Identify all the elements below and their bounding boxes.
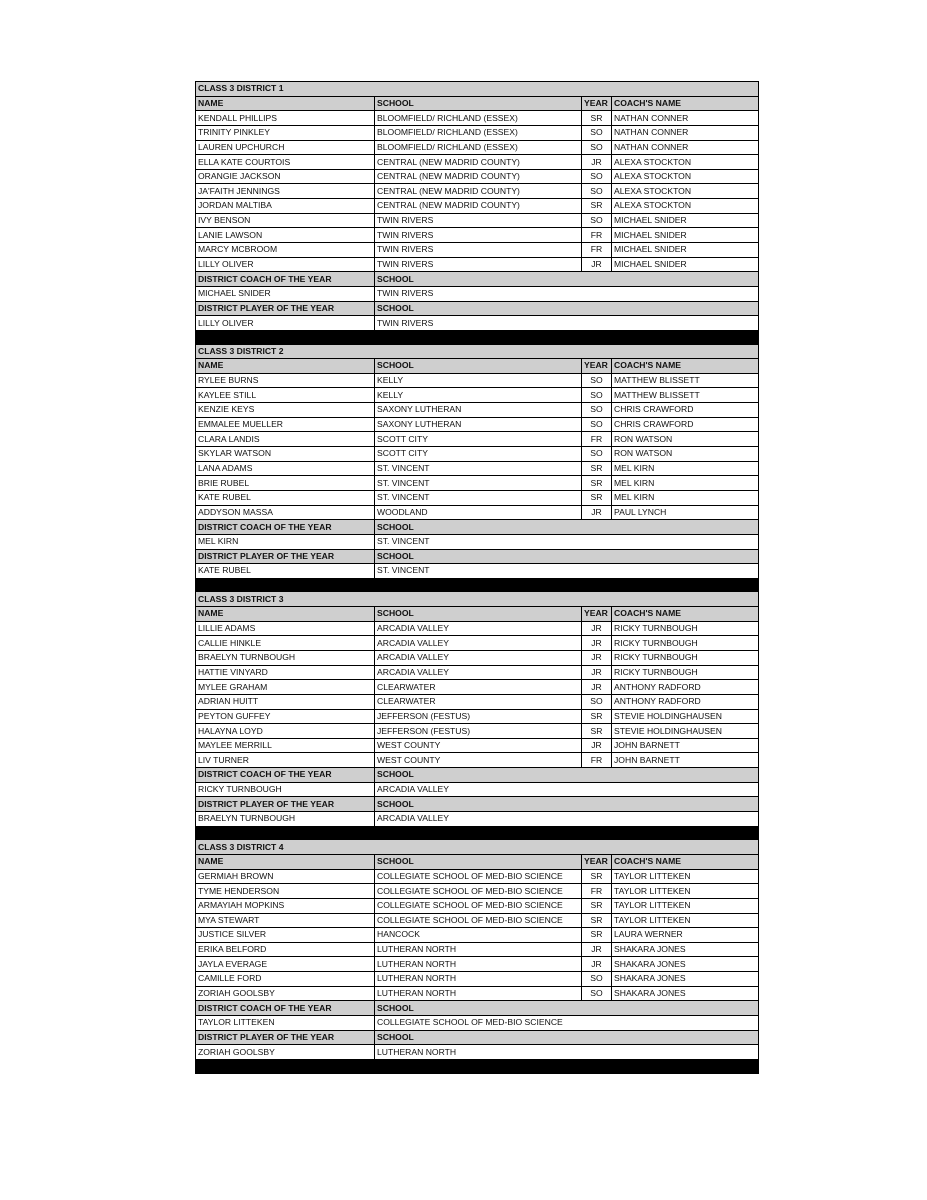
player-year: SR: [582, 199, 612, 214]
player-row: [196, 155, 759, 170]
player-award-row: [196, 812, 759, 827]
separator-bar: [196, 1059, 759, 1073]
coach-award-label: DISTRICT COACH OF THE YEAR: [196, 272, 375, 287]
player-award-name: KATE RUBEL: [196, 564, 375, 579]
player-year: SO: [582, 403, 612, 418]
player-year: FR: [582, 432, 612, 447]
player-coach: SHAKARA JONES: [612, 986, 759, 1001]
coach-award-name: TAYLOR LITTEKEN: [196, 1016, 375, 1031]
coach-award-school-label: SCHOOL: [375, 768, 759, 783]
player-year: JR: [582, 680, 612, 695]
player-name: GERMIAH BROWN: [196, 869, 375, 884]
coach-award-name: RICKY TURNBOUGH: [196, 782, 375, 797]
player-school: SAXONY LUTHERAN: [375, 417, 582, 432]
player-row: [196, 476, 759, 491]
player-coach: ALEXA STOCKTON: [612, 155, 759, 170]
coach-award-school-label: SCHOOL: [375, 272, 759, 287]
player-row: [196, 753, 759, 768]
player-coach: JOHN BARNETT: [612, 738, 759, 753]
player-row: [196, 184, 759, 199]
district-title-row: [196, 840, 759, 855]
player-coach: TAYLOR LITTEKEN: [612, 869, 759, 884]
player-coach: PAUL LYNCH: [612, 505, 759, 520]
column-header-row: [196, 96, 759, 111]
player-year: JR: [582, 636, 612, 651]
player-name: MYLEE GRAHAM: [196, 680, 375, 695]
player-name: TYME HENDERSON: [196, 884, 375, 899]
coach-award-header-row: [196, 520, 759, 535]
player-school: WOODLAND: [375, 505, 582, 520]
player-award-header-row: [196, 797, 759, 812]
district-title: CLASS 3 DISTRICT 1: [196, 82, 759, 97]
player-name: CAMILLE FORD: [196, 972, 375, 987]
player-award-header-row: [196, 549, 759, 564]
player-year: SR: [582, 111, 612, 126]
player-school: CENTRAL (NEW MADRID COUNTY): [375, 155, 582, 170]
player-school: JEFFERSON (FESTUS): [375, 709, 582, 724]
player-row: [196, 621, 759, 636]
player-year: SR: [582, 898, 612, 913]
player-award-label: DISTRICT PLAYER OF THE YEAR: [196, 301, 375, 316]
player-award-school: ARCADIA VALLEY: [375, 812, 759, 827]
player-school: SAXONY LUTHERAN: [375, 403, 582, 418]
player-name: IVY BENSON: [196, 213, 375, 228]
player-school: CENTRAL (NEW MADRID COUNTY): [375, 199, 582, 214]
player-name: KATE RUBEL: [196, 490, 375, 505]
player-name: LILLY OLIVER: [196, 257, 375, 272]
player-year: JR: [582, 257, 612, 272]
player-award-school-label: SCHOOL: [375, 1030, 759, 1045]
coach-award-header-row: [196, 272, 759, 287]
player-award-row: [196, 564, 759, 579]
player-year: SR: [582, 724, 612, 739]
coach-award-row: [196, 1016, 759, 1031]
player-row: [196, 694, 759, 709]
player-school: LUTHERAN NORTH: [375, 986, 582, 1001]
player-school: COLLEGIATE SCHOOL OF MED-BIO SCIENCE: [375, 913, 582, 928]
player-row: [196, 738, 759, 753]
coach-award-header-row: [196, 768, 759, 783]
player-award-header-row: [196, 301, 759, 316]
player-name: LILLIE ADAMS: [196, 621, 375, 636]
player-row: [196, 447, 759, 462]
player-name: RYLEE BURNS: [196, 373, 375, 388]
player-year: SO: [582, 986, 612, 1001]
player-row: [196, 884, 759, 899]
coach-award-row: [196, 534, 759, 549]
coach-award-school: COLLEGIATE SCHOOL OF MED-BIO SCIENCE: [375, 1016, 759, 1031]
player-school: CLEARWATER: [375, 694, 582, 709]
coach-column-header: COACH'S NAME: [612, 359, 759, 374]
coach-award-school: ST. VINCENT: [375, 534, 759, 549]
player-school: LUTHERAN NORTH: [375, 972, 582, 987]
player-award-school-label: SCHOOL: [375, 301, 759, 316]
player-coach: MEL KIRN: [612, 490, 759, 505]
player-year: SO: [582, 213, 612, 228]
player-coach: RICKY TURNBOUGH: [612, 621, 759, 636]
player-award-label: DISTRICT PLAYER OF THE YEAR: [196, 1030, 375, 1045]
player-coach: MICHAEL SNIDER: [612, 228, 759, 243]
player-school: WEST COUNTY: [375, 738, 582, 753]
player-row: [196, 111, 759, 126]
coach-award-label: DISTRICT COACH OF THE YEAR: [196, 520, 375, 535]
player-school: ARCADIA VALLEY: [375, 650, 582, 665]
player-school: CLEARWATER: [375, 680, 582, 695]
player-coach: RON WATSON: [612, 432, 759, 447]
name-column-header: NAME: [196, 854, 375, 869]
name-column-header: NAME: [196, 96, 375, 111]
district-title-row: [196, 344, 759, 359]
player-coach: ANTHONY RADFORD: [612, 680, 759, 695]
player-row: [196, 169, 759, 184]
player-year: SO: [582, 388, 612, 403]
player-name: LANIE LAWSON: [196, 228, 375, 243]
player-coach: TAYLOR LITTEKEN: [612, 884, 759, 899]
player-award-school: LUTHERAN NORTH: [375, 1045, 759, 1060]
player-year: SO: [582, 140, 612, 155]
player-award-header-row: [196, 1030, 759, 1045]
player-name: TRINITY PINKLEY: [196, 125, 375, 140]
player-year: FR: [582, 228, 612, 243]
player-coach: MICHAEL SNIDER: [612, 213, 759, 228]
coach-award-row: [196, 782, 759, 797]
player-coach: ALEXA STOCKTON: [612, 184, 759, 199]
player-award-school: ST. VINCENT: [375, 564, 759, 579]
player-school: KELLY: [375, 388, 582, 403]
player-row: [196, 928, 759, 943]
player-row: [196, 505, 759, 520]
player-name: EMMALEE MUELLER: [196, 417, 375, 432]
player-school: SCOTT CITY: [375, 432, 582, 447]
player-year: SR: [582, 490, 612, 505]
player-name: ARMAYIAH MOPKINS: [196, 898, 375, 913]
year-column-header: YEAR: [582, 607, 612, 622]
district-separator: [196, 330, 759, 344]
player-name: ERIKA BELFORD: [196, 942, 375, 957]
district-title-row: [196, 592, 759, 607]
player-row: [196, 213, 759, 228]
player-row: [196, 724, 759, 739]
player-year: SO: [582, 125, 612, 140]
district-separator: [196, 578, 759, 592]
player-name: JA'FAITH JENNINGS: [196, 184, 375, 199]
player-row: [196, 432, 759, 447]
coach-award-school-label: SCHOOL: [375, 520, 759, 535]
coach-award-school: ARCADIA VALLEY: [375, 782, 759, 797]
player-row: [196, 125, 759, 140]
district-title-row: [196, 82, 759, 97]
player-award-name: ZORIAH GOOLSBY: [196, 1045, 375, 1060]
player-name: CLARA LANDIS: [196, 432, 375, 447]
player-school: ST. VINCENT: [375, 476, 582, 491]
name-column-header: NAME: [196, 359, 375, 374]
player-name: BRIE RUBEL: [196, 476, 375, 491]
player-row: [196, 680, 759, 695]
player-name: ADRIAN HUITT: [196, 694, 375, 709]
district-title: CLASS 3 DISTRICT 2: [196, 344, 759, 359]
column-header-row: [196, 359, 759, 374]
player-coach: TAYLOR LITTEKEN: [612, 898, 759, 913]
player-row: [196, 490, 759, 505]
player-award-label: DISTRICT PLAYER OF THE YEAR: [196, 549, 375, 564]
player-year: FR: [582, 753, 612, 768]
player-row: [196, 417, 759, 432]
player-row: [196, 869, 759, 884]
player-coach: RON WATSON: [612, 447, 759, 462]
player-name: LANA ADAMS: [196, 461, 375, 476]
player-coach: SHAKARA JONES: [612, 942, 759, 957]
player-award-school-label: SCHOOL: [375, 797, 759, 812]
player-school: COLLEGIATE SCHOOL OF MED-BIO SCIENCE: [375, 884, 582, 899]
player-year: JR: [582, 650, 612, 665]
player-school: CENTRAL (NEW MADRID COUNTY): [375, 169, 582, 184]
player-coach: MEL KIRN: [612, 461, 759, 476]
player-row: [196, 243, 759, 258]
coach-award-label: DISTRICT COACH OF THE YEAR: [196, 1001, 375, 1016]
player-award-row: [196, 316, 759, 331]
player-row: [196, 373, 759, 388]
player-award-label: DISTRICT PLAYER OF THE YEAR: [196, 797, 375, 812]
player-name: KENZIE KEYS: [196, 403, 375, 418]
player-year: SR: [582, 476, 612, 491]
player-school: TWIN RIVERS: [375, 243, 582, 258]
player-coach: STEVIE HOLDINGHAUSEN: [612, 709, 759, 724]
player-year: JR: [582, 665, 612, 680]
player-year: SO: [582, 972, 612, 987]
year-column-header: YEAR: [582, 854, 612, 869]
player-row: [196, 140, 759, 155]
player-coach: MATTHEW BLISSETT: [612, 388, 759, 403]
district-separator: [196, 826, 759, 840]
player-name: BRAELYN TURNBOUGH: [196, 650, 375, 665]
player-year: SR: [582, 928, 612, 943]
player-row: [196, 972, 759, 987]
player-year: FR: [582, 243, 612, 258]
year-column-header: YEAR: [582, 359, 612, 374]
school-column-header: SCHOOL: [375, 96, 582, 111]
player-year: JR: [582, 621, 612, 636]
player-coach: ALEXA STOCKTON: [612, 199, 759, 214]
player-school: BLOOMFIELD/ RICHLAND (ESSEX): [375, 140, 582, 155]
player-row: [196, 957, 759, 972]
player-school: ST. VINCENT: [375, 490, 582, 505]
player-row: [196, 403, 759, 418]
player-year: SR: [582, 913, 612, 928]
coach-column-header: COACH'S NAME: [612, 607, 759, 622]
coach-award-name: MEL KIRN: [196, 534, 375, 549]
player-row: [196, 898, 759, 913]
player-row: [196, 986, 759, 1001]
player-school: TWIN RIVERS: [375, 257, 582, 272]
player-school: BLOOMFIELD/ RICHLAND (ESSEX): [375, 125, 582, 140]
player-coach: MICHAEL SNIDER: [612, 257, 759, 272]
coach-column-header: COACH'S NAME: [612, 854, 759, 869]
player-name: HATTIE VINYARD: [196, 665, 375, 680]
player-year: SR: [582, 709, 612, 724]
name-column-header: NAME: [196, 607, 375, 622]
player-year: SR: [582, 869, 612, 884]
coach-award-header-row: [196, 1001, 759, 1016]
player-coach: CHRIS CRAWFORD: [612, 403, 759, 418]
player-school: ST. VINCENT: [375, 461, 582, 476]
district-title: CLASS 3 DISTRICT 3: [196, 592, 759, 607]
player-school: SCOTT CITY: [375, 447, 582, 462]
player-school: COLLEGIATE SCHOOL OF MED-BIO SCIENCE: [375, 869, 582, 884]
player-row: [196, 388, 759, 403]
player-coach: RICKY TURNBOUGH: [612, 636, 759, 651]
player-coach: MEL KIRN: [612, 476, 759, 491]
school-column-header: SCHOOL: [375, 854, 582, 869]
year-column-header: YEAR: [582, 96, 612, 111]
player-year: JR: [582, 155, 612, 170]
separator-bar: [196, 330, 759, 344]
all-district-sheet: [195, 81, 758, 1074]
player-school: WEST COUNTY: [375, 753, 582, 768]
player-name: JUSTICE SILVER: [196, 928, 375, 943]
coach-award-row: [196, 286, 759, 301]
player-name: PEYTON GUFFEY: [196, 709, 375, 724]
player-year: SO: [582, 184, 612, 199]
player-coach: ANTHONY RADFORD: [612, 694, 759, 709]
player-award-school-label: SCHOOL: [375, 549, 759, 564]
player-name: JAYLA EVERAGE: [196, 957, 375, 972]
district-title: CLASS 3 DISTRICT 4: [196, 840, 759, 855]
player-coach: RICKY TURNBOUGH: [612, 665, 759, 680]
player-row: [196, 942, 759, 957]
player-coach: JOHN BARNETT: [612, 753, 759, 768]
school-column-header: SCHOOL: [375, 607, 582, 622]
player-name: CALLIE HINKLE: [196, 636, 375, 651]
player-year: JR: [582, 957, 612, 972]
coach-award-label: DISTRICT COACH OF THE YEAR: [196, 768, 375, 783]
player-row: [196, 665, 759, 680]
player-name: KENDALL PHILLIPS: [196, 111, 375, 126]
player-year: SO: [582, 447, 612, 462]
player-coach: NATHAN CONNER: [612, 125, 759, 140]
player-row: [196, 709, 759, 724]
player-year: JR: [582, 942, 612, 957]
player-year: SO: [582, 169, 612, 184]
player-school: LUTHERAN NORTH: [375, 957, 582, 972]
coach-column-header: COACH'S NAME: [612, 96, 759, 111]
player-school: TWIN RIVERS: [375, 228, 582, 243]
player-school: CENTRAL (NEW MADRID COUNTY): [375, 184, 582, 199]
player-award-name: LILLY OLIVER: [196, 316, 375, 331]
column-header-row: [196, 607, 759, 622]
player-coach: RICKY TURNBOUGH: [612, 650, 759, 665]
separator-bar: [196, 578, 759, 592]
player-coach: ALEXA STOCKTON: [612, 169, 759, 184]
player-school: TWIN RIVERS: [375, 213, 582, 228]
player-year: JR: [582, 505, 612, 520]
player-coach: TAYLOR LITTEKEN: [612, 913, 759, 928]
player-year: SO: [582, 694, 612, 709]
player-coach: NATHAN CONNER: [612, 140, 759, 155]
player-row: [196, 650, 759, 665]
player-name: MYA STEWART: [196, 913, 375, 928]
player-row: [196, 461, 759, 476]
player-coach: LAURA WERNER: [612, 928, 759, 943]
all-district-table: [195, 81, 759, 1074]
player-coach: NATHAN CONNER: [612, 111, 759, 126]
player-name: ORANGIE JACKSON: [196, 169, 375, 184]
player-coach: CHRIS CRAWFORD: [612, 417, 759, 432]
player-school: HANCOCK: [375, 928, 582, 943]
player-year: FR: [582, 884, 612, 899]
district-separator: [196, 1059, 759, 1073]
player-name: LIV TURNER: [196, 753, 375, 768]
player-name: ELLA KATE COURTOIS: [196, 155, 375, 170]
player-name: KAYLEE STILL: [196, 388, 375, 403]
player-school: LUTHERAN NORTH: [375, 942, 582, 957]
player-school: KELLY: [375, 373, 582, 388]
player-school: ARCADIA VALLEY: [375, 665, 582, 680]
player-award-name: BRAELYN TURNBOUGH: [196, 812, 375, 827]
player-year: SO: [582, 373, 612, 388]
player-year: SR: [582, 461, 612, 476]
player-name: LAUREN UPCHURCH: [196, 140, 375, 155]
coach-award-name: MICHAEL SNIDER: [196, 286, 375, 301]
player-school: COLLEGIATE SCHOOL OF MED-BIO SCIENCE: [375, 898, 582, 913]
player-name: MAYLEE MERRILL: [196, 738, 375, 753]
player-award-row: [196, 1045, 759, 1060]
column-header-row: [196, 854, 759, 869]
player-school: JEFFERSON (FESTUS): [375, 724, 582, 739]
player-name: ADDYSON MASSA: [196, 505, 375, 520]
player-school: ARCADIA VALLEY: [375, 636, 582, 651]
player-school: ARCADIA VALLEY: [375, 621, 582, 636]
coach-award-school-label: SCHOOL: [375, 1001, 759, 1016]
separator-bar: [196, 826, 759, 840]
coach-award-school: TWIN RIVERS: [375, 286, 759, 301]
player-coach: SHAKARA JONES: [612, 957, 759, 972]
player-school: BLOOMFIELD/ RICHLAND (ESSEX): [375, 111, 582, 126]
player-name: MARCY MCBROOM: [196, 243, 375, 258]
player-name: ZORIAH GOOLSBY: [196, 986, 375, 1001]
player-coach: MICHAEL SNIDER: [612, 243, 759, 258]
player-row: [196, 228, 759, 243]
player-coach: MATTHEW BLISSETT: [612, 373, 759, 388]
player-coach: STEVIE HOLDINGHAUSEN: [612, 724, 759, 739]
school-column-header: SCHOOL: [375, 359, 582, 374]
player-coach: SHAKARA JONES: [612, 972, 759, 987]
player-year: JR: [582, 738, 612, 753]
player-year: SO: [582, 417, 612, 432]
player-row: [196, 257, 759, 272]
player-row: [196, 913, 759, 928]
player-name: SKYLAR WATSON: [196, 447, 375, 462]
player-name: HALAYNA LOYD: [196, 724, 375, 739]
player-name: JORDAN MALTIBA: [196, 199, 375, 214]
player-row: [196, 636, 759, 651]
player-row: [196, 199, 759, 214]
player-award-school: TWIN RIVERS: [375, 316, 759, 331]
